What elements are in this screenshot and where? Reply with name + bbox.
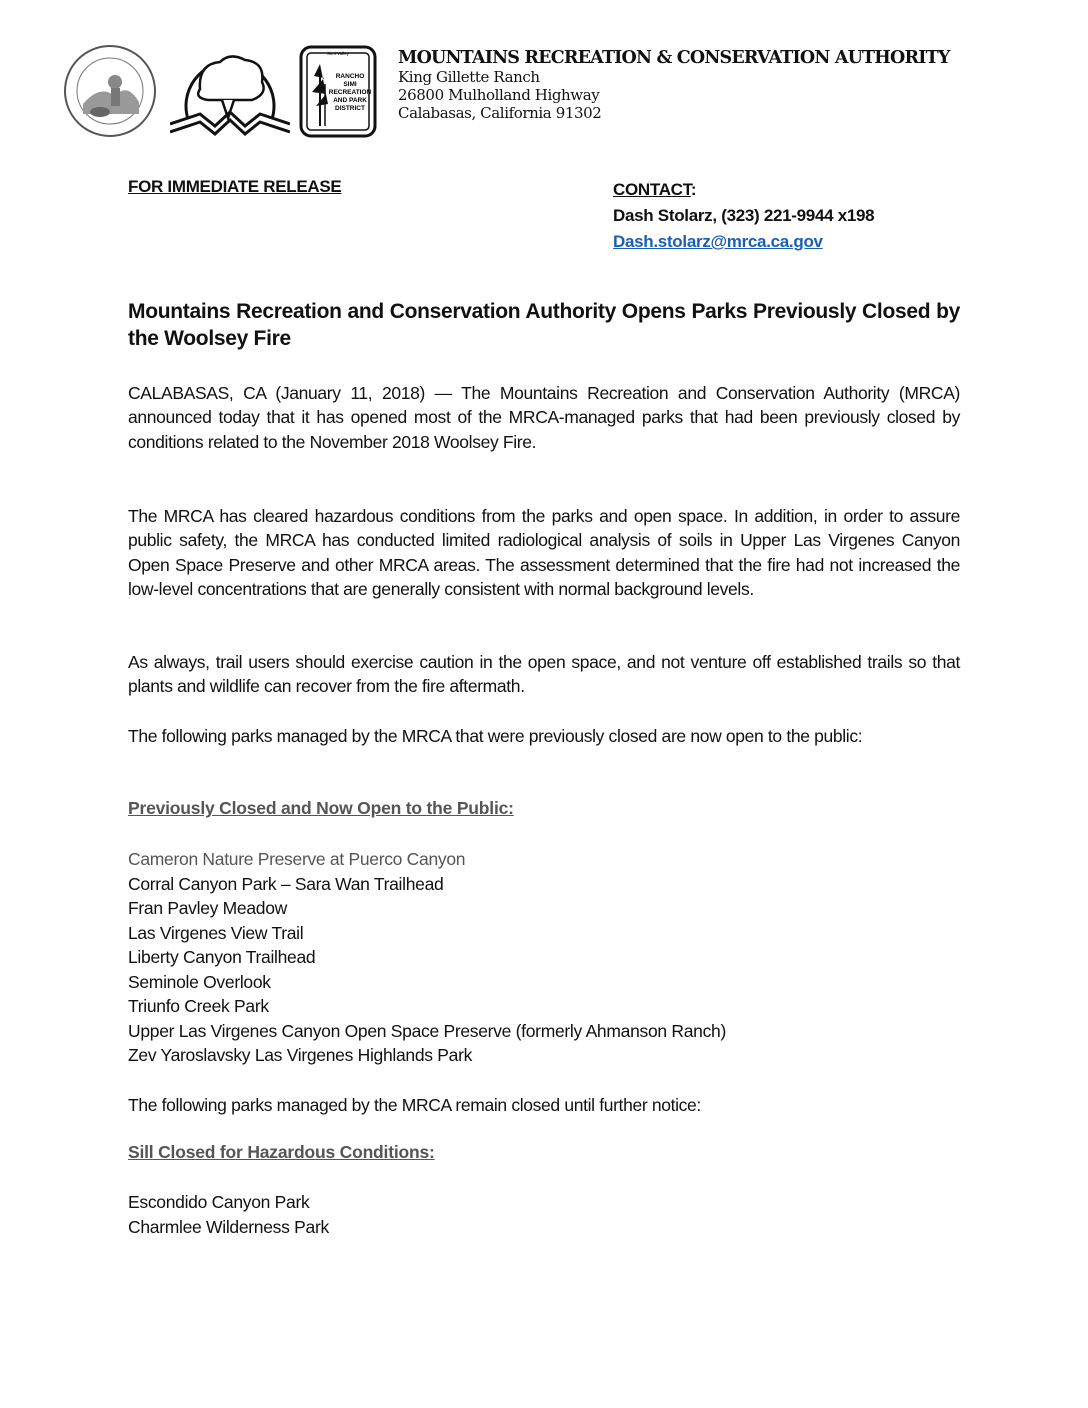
headline: Mountains Recreation and Conservation Authority Opens Parks Previously Closed by the Woolsey Fire [128,300,960,350]
address-line: Calabasas, California 91302 [398,104,602,122]
contact-name-phone: Dash Stolarz, (323) 221-9944 x198 [613,206,875,225]
letterhead [55,44,995,139]
logo-top-text: Simi Valley [327,51,349,56]
logo-text-line: DISTRICT [335,105,365,112]
address-line: 26800 Mulholland Highway [398,86,600,104]
list-item: Corral Canyon Park – Sara Wan Trailhead [128,873,444,894]
contact-label: CONTACT [613,180,691,199]
paragraph-closed-intro: The following parks managed by the MRCA remain closed until further notice: [128,1095,701,1115]
logo-text-line: RECREATION [328,89,372,96]
release-label: FOR IMMEDIATE RELEASE [128,177,342,196]
contact-email-link[interactable]: Dash.stolarz@mrca.ca.gov [613,232,823,251]
paragraph-safety: The MRCA has cleared hazardous conditions from the parks and open space. In addition, in order to assure public safety, the MRCA has conducted limited radiological analysis of soils in Upper Las Virgenes Canyon Open Space Preserve and other MRCA areas. The assessment determined that the fire had not increased the low-level concentrations that are generally consistent with normal background levels. [128,506,960,599]
contact-colon: : [690,180,697,199]
california-state-seal-logo [55,44,165,139]
open-parks-heading: Previously Closed and Now Open to the Public: [128,798,514,818]
org-name: MOUNTAINS RECREATION & CONSERVATION AUTHORITY [398,48,950,68]
list-item: Zev Yaroslavsky Las Virgenes Highlands Park [128,1045,473,1065]
paragraph-caution: As always, trail users should exercise caution in the open space, and not venture off established trails so that plants and wildlife can recover from the fire aftermath. [128,652,960,697]
list-item: Upper Las Virgenes Canyon Open Space Preserve (formerly Ahmanson Ranch) [128,1020,727,1041]
list-item: Seminole Overlook [128,971,271,992]
org-address-block [398,48,950,122]
list-item: Charmlee Wilderness Park [128,1216,329,1237]
rancho-simi-park-district-logo [298,44,378,139]
logo-text-line: RANCHO [335,73,365,80]
list-item: Escondido Canyon Park [128,1192,310,1212]
address-line: King Gillette Ranch [398,68,540,86]
paragraph-intro: CALABASAS, CA (January 11, 2018) — The Mountains Recreation and Conservation Authority (MRCA) announced today that it has opened most of the MRCA-managed parks that had been previously closed by conditions related to the November 2018 Woolsey Fire. [128,383,960,452]
contact-block [613,177,874,255]
list-item: Triunfo Creek Park [128,996,269,1016]
closed-parks-heading: Sill Closed for Hazardous Conditions: [128,1142,435,1162]
mrca-oak-tree-logo [170,44,290,139]
list-item: Liberty Canyon Trailhead [128,947,316,967]
list-item: Las Virgenes View Trail [128,922,304,943]
open-parks-list [128,847,726,1068]
paragraph-open-intro: The following parks managed by the MRCA that were previously closed are now open to the public: [128,726,863,746]
logo-text-line: SIMI [343,81,357,88]
list-item: Fran Pavley Meadow [128,898,287,918]
list-item: Cameron Nature Preserve at Puerco Canyon [128,849,466,869]
logo-text-line: AND PARK [333,97,367,104]
closed-parks-list [128,1190,329,1239]
